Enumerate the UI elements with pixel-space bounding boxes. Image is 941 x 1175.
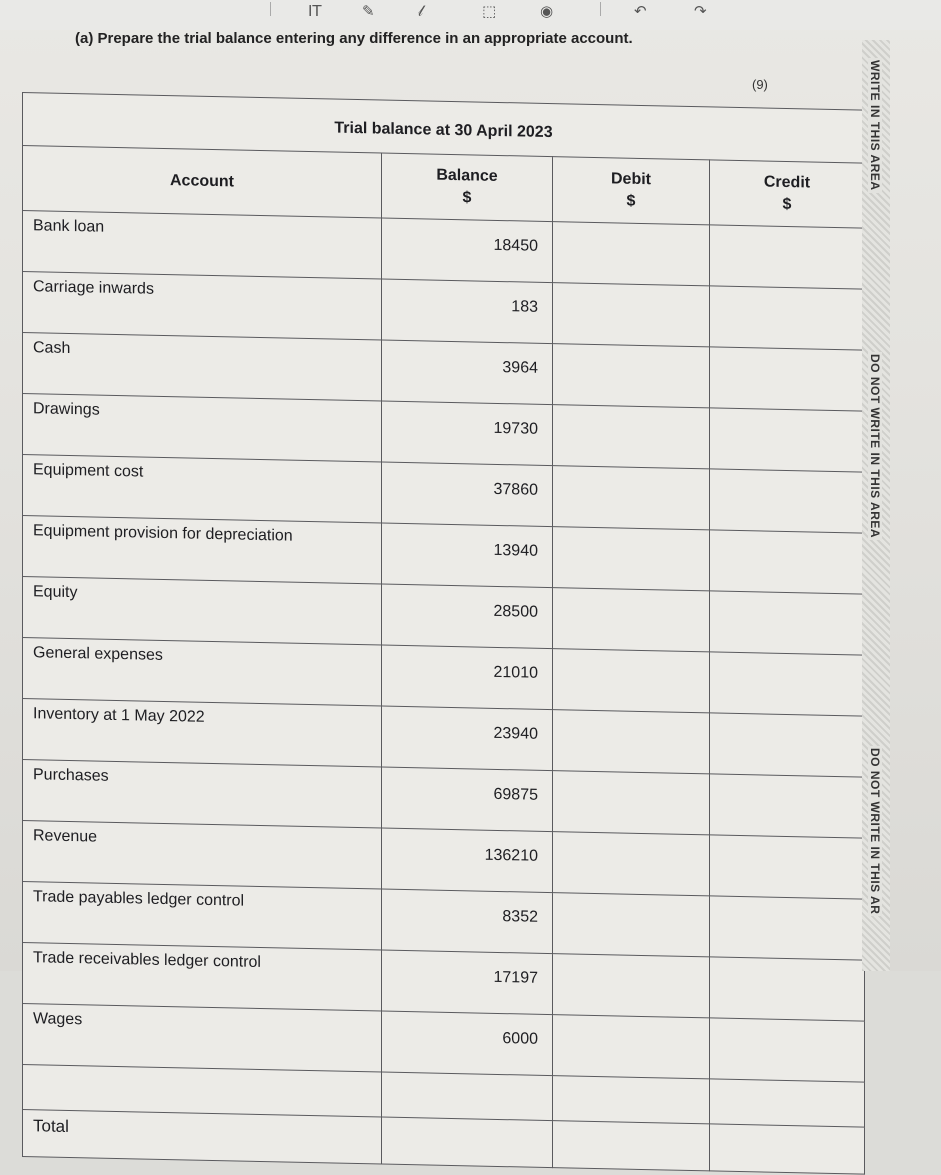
credit-entry-cell[interactable] bbox=[710, 530, 865, 594]
text-tool-icon[interactable]: IT bbox=[308, 2, 322, 20]
balance-cell: 37860 bbox=[382, 462, 553, 527]
account-cell: Trade receivables ledger control bbox=[23, 943, 382, 1012]
account-cell: General expenses bbox=[23, 638, 382, 707]
balance-cell: 69875 bbox=[382, 767, 553, 832]
question-text: (a) Prepare the trial balance entering any difference in an appropriate account. bbox=[75, 30, 633, 47]
debit-entry-cell[interactable] bbox=[553, 466, 710, 530]
debit-entry-cell[interactable] bbox=[553, 1015, 710, 1079]
selection-box-icon[interactable]: ⬚ bbox=[482, 2, 497, 20]
header-debit bbox=[553, 157, 710, 225]
balance-cell: 23940 bbox=[382, 706, 553, 771]
balance-cell: 3964 bbox=[382, 340, 553, 405]
balance-cell: 18450 bbox=[382, 218, 553, 283]
account-entry-cell[interactable] bbox=[23, 1065, 382, 1118]
account-cell: Purchases bbox=[23, 760, 382, 829]
annotation-toolbar bbox=[0, 0, 941, 30]
header-balance-unit: $ bbox=[462, 189, 472, 207]
debit-entry-cell[interactable] bbox=[553, 527, 710, 591]
credit-entry-cell[interactable] bbox=[710, 347, 865, 411]
toolbar-divider bbox=[600, 2, 601, 16]
credit-entry-cell[interactable] bbox=[710, 713, 865, 777]
balance-cell: 17197 bbox=[382, 950, 553, 1015]
marks-label: (9) bbox=[752, 77, 768, 92]
debit-entry-cell[interactable] bbox=[553, 649, 710, 713]
total-debit-cell[interactable] bbox=[553, 1121, 710, 1171]
total-label: Total bbox=[23, 1110, 382, 1165]
total-balance-cell[interactable] bbox=[382, 1117, 553, 1168]
credit-entry-cell[interactable] bbox=[710, 408, 865, 472]
credit-entry-cell[interactable] bbox=[710, 652, 865, 716]
header-debit-unit: $ bbox=[626, 192, 636, 210]
credit-entry-cell[interactable] bbox=[710, 835, 865, 899]
toolbar-divider bbox=[270, 2, 271, 16]
handwriting-tool-icon[interactable]: 𝓁 bbox=[418, 2, 423, 20]
undo-icon[interactable]: ↶ bbox=[634, 2, 647, 20]
account-cell: Revenue bbox=[23, 821, 382, 890]
account-cell: Bank loan bbox=[23, 211, 382, 280]
credit-entry-cell[interactable] bbox=[710, 591, 865, 655]
debit-entry-cell[interactable] bbox=[553, 405, 710, 469]
account-cell: Cash bbox=[23, 333, 382, 402]
credit-entry-cell[interactable] bbox=[710, 896, 865, 960]
debit-entry-cell[interactable] bbox=[553, 344, 710, 408]
balance-cell: 6000 bbox=[382, 1011, 553, 1076]
credit-entry-cell[interactable] bbox=[710, 1079, 865, 1127]
account-cell: Inventory at 1 May 2022 bbox=[23, 699, 382, 768]
trial-balance-table-wrapper bbox=[22, 92, 865, 1175]
debit-entry-cell[interactable] bbox=[553, 283, 710, 347]
balance-cell: 183 bbox=[382, 279, 553, 344]
debit-entry-cell[interactable] bbox=[553, 771, 710, 835]
debit-entry-cell[interactable] bbox=[553, 1076, 710, 1124]
balance-cell: 136210 bbox=[382, 828, 553, 893]
pen-tool-icon[interactable]: ✎ bbox=[362, 2, 375, 20]
margin-warning-bottom: DO NOT WRITE IN THIS AR bbox=[868, 748, 882, 915]
credit-entry-cell[interactable] bbox=[710, 286, 865, 350]
balance-cell: 13940 bbox=[382, 523, 553, 588]
redo-icon[interactable]: ↷ bbox=[694, 2, 707, 20]
total-credit-cell[interactable] bbox=[710, 1124, 865, 1174]
balance-cell: 19730 bbox=[382, 401, 553, 466]
account-cell: Equipment cost bbox=[23, 455, 382, 524]
trial-balance-table bbox=[22, 92, 865, 1175]
debit-entry-cell[interactable] bbox=[553, 954, 710, 1018]
account-cell: Equity bbox=[23, 577, 382, 646]
debit-entry-cell[interactable] bbox=[553, 222, 710, 286]
header-account-label: Account bbox=[170, 172, 234, 191]
table-body bbox=[23, 211, 865, 1175]
header-credit-unit: $ bbox=[782, 195, 792, 214]
debit-entry-cell[interactable] bbox=[553, 893, 710, 957]
debit-entry-cell[interactable] bbox=[553, 710, 710, 774]
balance-entry-cell[interactable] bbox=[382, 1072, 553, 1121]
margin-warning-top: WRITE IN THIS AREA bbox=[868, 60, 882, 191]
table-title: Trial balance at 30 April 2023 bbox=[23, 93, 865, 164]
account-cell: Drawings bbox=[23, 394, 382, 463]
balance-cell: 28500 bbox=[382, 584, 553, 649]
balance-cell: 21010 bbox=[382, 645, 553, 710]
credit-entry-cell[interactable] bbox=[710, 957, 865, 1021]
margin-warning-middle: DO NOT WRITE IN THIS AREA bbox=[868, 354, 882, 539]
header-account bbox=[23, 146, 382, 219]
credit-entry-cell[interactable] bbox=[710, 774, 865, 838]
account-cell: Wages bbox=[23, 1004, 382, 1073]
header-credit-label: Credit bbox=[763, 173, 811, 192]
debit-entry-cell[interactable] bbox=[553, 832, 710, 896]
account-cell: Equipment provision for depreciation bbox=[23, 516, 382, 585]
credit-entry-cell[interactable] bbox=[710, 469, 865, 533]
balance-cell: 8352 bbox=[382, 889, 553, 954]
debit-entry-cell[interactable] bbox=[553, 588, 710, 652]
header-balance bbox=[382, 153, 553, 222]
credit-entry-cell[interactable] bbox=[710, 1018, 865, 1082]
header-balance-label: Balance bbox=[436, 166, 498, 185]
account-cell: Carriage inwards bbox=[23, 272, 382, 341]
camera-lens-icon[interactable]: ◉ bbox=[540, 2, 554, 20]
header-debit-label: Debit bbox=[611, 170, 651, 189]
account-cell: Trade payables ledger control bbox=[23, 882, 382, 951]
header-credit bbox=[710, 160, 865, 228]
credit-entry-cell[interactable] bbox=[710, 225, 865, 289]
